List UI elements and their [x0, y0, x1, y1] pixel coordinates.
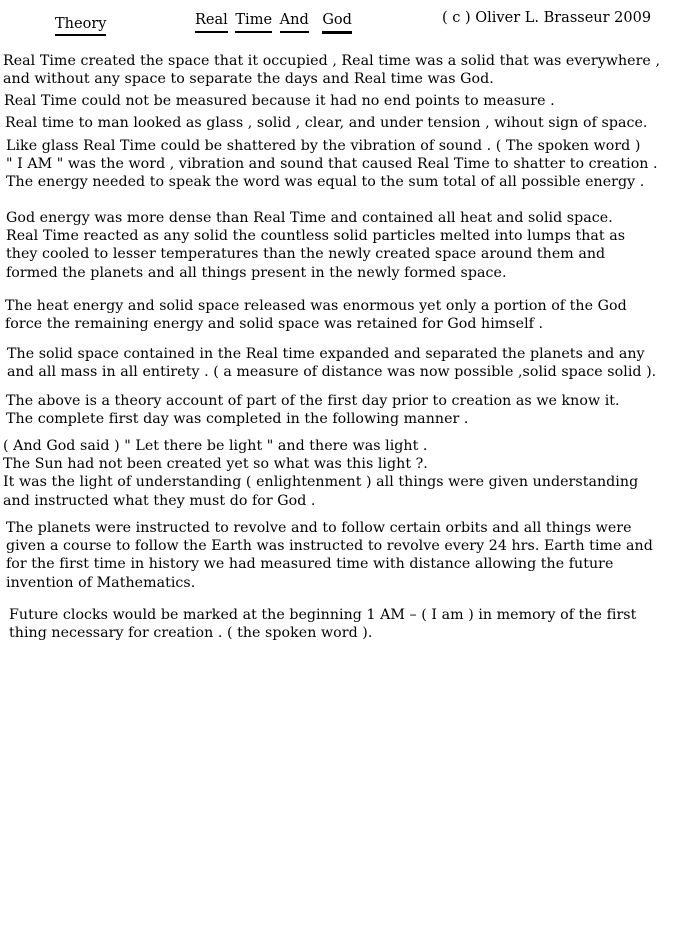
paragraph-6: [5, 297, 627, 333]
paragraph-5: [6, 209, 625, 282]
paragraph-line: thing necessary for creation . ( the spoken word ).: [9, 625, 373, 642]
paragraph-line: Real Time reacted as any solid the countless solid particles melted into lumps that as: [6, 228, 626, 245]
paragraph-line: Like glass Real Time could be shattered by the vibration of sound . ( The spoken word ): [6, 138, 641, 154]
paragraph-8: [6, 392, 620, 428]
paragraph-line: The planets were instructed to revolve and to follow certain orbits and all things were: [6, 520, 632, 536]
paragraph-line: The above is a theory account of part of the first day prior to creation as we know it.: [6, 393, 620, 409]
copyright-notice: ( c ) Oliver L. Brasseur 2009: [442, 10, 652, 26]
title-word-and: And: [280, 11, 309, 33]
paragraph-line: The Sun had not been created yet so what was this light ?.: [3, 456, 428, 473]
paragraph-line: given a course to follow the Earth was instructed to revolve every 24 hrs. Earth time and: [6, 538, 653, 555]
paragraph-line: they cooled to lesser temperatures than the newly created space around them and: [6, 246, 606, 263]
title-word-god: God: [322, 11, 352, 34]
paragraph-2: [4, 92, 555, 110]
paragraph-line: and all mass in all entirety . ( a measure of distance was now possible ,solid space solid ).: [7, 364, 657, 381]
paragraph-line: formed the planets and all things present in the newly formed space.: [6, 264, 507, 281]
paragraph-line: " I AM " was the word , vibration and sound that caused Real Time to shatter to creation .: [6, 156, 658, 173]
paragraph-line: The solid space contained in the Real time expanded and separated the planets and any: [7, 346, 645, 362]
paragraph-line: and without any space to separate the days and Real time was God.: [3, 71, 494, 88]
paragraph-7: [7, 345, 656, 381]
paragraph-line: for the first time in history we had measured time with distance allowing the future: [6, 556, 614, 573]
paragraph-line: invention of Mathematics.: [6, 574, 196, 591]
paragraph-9: [3, 437, 638, 510]
paragraph-10: [6, 519, 653, 592]
paragraph-line: Real time to man looked as glass , solid , clear, and under tension , wihout sign of space.: [5, 115, 648, 131]
paragraph-line: and instructed what they must do for God .: [3, 492, 316, 509]
theory-label: Theory: [55, 15, 106, 36]
paragraph-3: [5, 114, 647, 132]
paragraph-line: Future clocks would be marked at the beginning 1 AM – ( I am ) in memory of the first: [9, 607, 637, 623]
paragraph-line: The energy needed to speak the word was equal to the sum total of all possible energy .: [6, 174, 645, 191]
paragraph-line: Real Time could not be measured because it had no end points to measure .: [4, 93, 555, 109]
document-title: [195, 11, 355, 34]
paragraph-line: Real Time created the space that it occupied , Real time was a solid that was everywhere ,: [3, 53, 660, 69]
title-word-real: Real: [195, 11, 228, 33]
paragraph-1: [3, 52, 660, 88]
paragraph-line: ( And God said ) " Let there be light " and there was light .: [3, 438, 428, 454]
paragraph-11: [9, 606, 636, 642]
paragraph-line: force the remaining energy and solid space was retained for God himself .: [5, 316, 544, 333]
paragraph-line: God energy was more dense than Real Time and contained all heat and solid space.: [6, 210, 613, 226]
title-word-time: Time: [235, 11, 272, 33]
paragraph-line: The heat energy and solid space released was enormous yet only a portion of the God: [5, 298, 627, 314]
paragraph-line: The complete first day was completed in the following manner .: [6, 411, 469, 428]
paragraph-line: It was the light of understanding ( enlightenment ) all things were given understanding: [3, 474, 639, 491]
paragraph-4: [6, 137, 658, 192]
